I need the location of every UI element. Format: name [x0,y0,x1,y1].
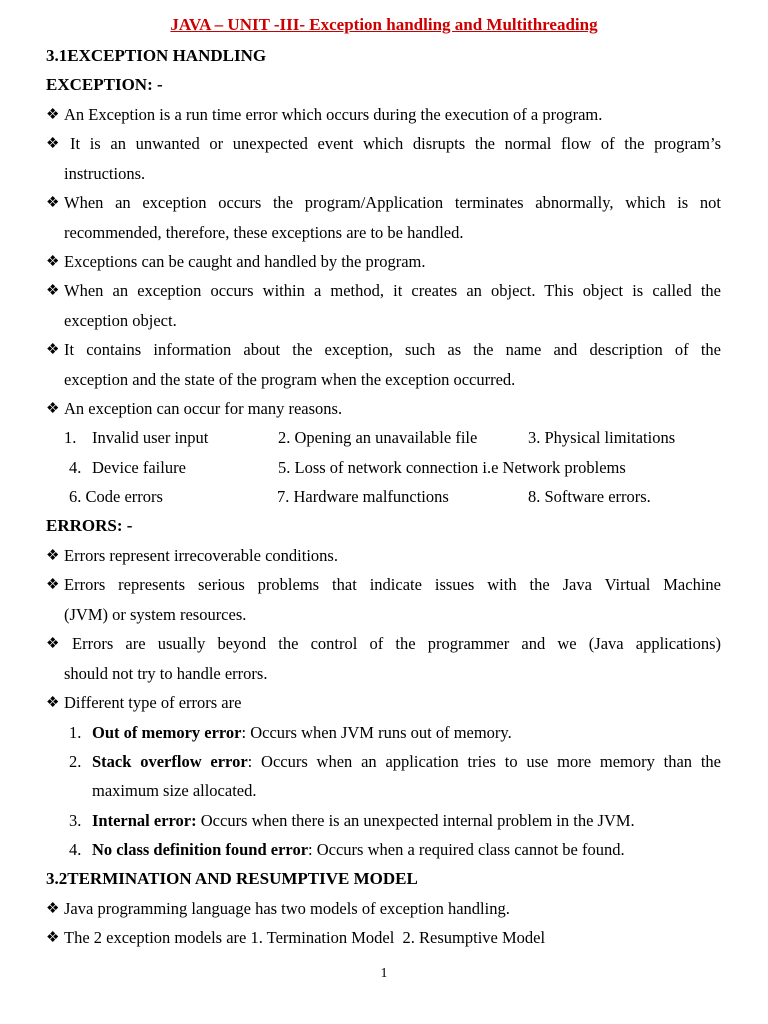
page-number: 1 [380,966,388,981]
list-item: 8. Software errors. [528,487,651,506]
list-item [92,722,721,744]
list-item: 2. Opening an unavailable file [278,428,478,447]
bullet-text: It is an unwanted or unexpected event which disrupts the normal flow of the program’s [70,134,721,153]
list-number: 1. [64,428,77,447]
list-number: 2. [69,752,82,771]
bullet-text: It contains information about the exception, such as the name and description of the [64,340,721,359]
list-item-continued: maximum size allocated. [92,781,257,800]
error-name: No class definition found error [92,840,309,859]
error-name: Out of memory error [92,723,242,742]
section-heading-termination-model: 3.2TERMINATION AND RESUMPTIVE MODEL [46,869,418,888]
bullet-icon: ❖ [46,195,60,211]
error-description: : Occurs when JVM runs out of memory. [241,723,512,742]
bullet-text: Java programming language has two models of exception handling. [64,899,510,918]
bullet-text: An Exception is a run time error which occurs during the execution of a program. [64,105,603,124]
bullet-text: When an exception occurs the program/Application terminates abnormally, which is not [64,193,721,212]
list-item: 7. Hardware malfunctions [277,487,449,506]
list-number: 1. [69,723,82,742]
bullet-text-continued: exception and the state of the program when the exception occurred. [64,370,516,389]
bullet-icon: ❖ [46,283,60,299]
list-item: 3. Physical limitations [528,428,676,447]
bullet-text: When an exception occurs within a method, it creates an object. This object is called the [64,281,721,300]
bullet-text-continued: recommended, therefore, these exceptions are to be handled. [64,223,464,242]
bullet-text: Errors represents serious problems that indicate issues with the Java Virtual Machine [64,575,721,594]
list-item: 5. Loss of network connection i.e Network problems [278,458,626,477]
errors-heading: ERRORS: - [46,516,133,535]
bullet-icon: ❖ [46,342,60,358]
list-item [92,810,721,832]
list-item: Device failure [92,458,186,477]
list-item: Invalid user input [92,428,209,447]
bullet-icon: ❖ [46,636,60,652]
list-number: 4. [69,840,82,859]
bullet-text-continued: (JVM) or system resources. [64,605,247,624]
bullet-text: Exceptions can be caught and handled by the program. [64,252,426,271]
bullet-icon: ❖ [46,107,60,123]
bullet-icon: ❖ [46,254,60,270]
bullet-icon: ❖ [46,901,60,917]
list-number: 3. [69,811,82,830]
list-item [92,839,721,861]
bullet-icon: ❖ [46,930,60,946]
bullet-text: An exception can occur for many reasons. [64,399,343,418]
bullet-text: Errors are usually beyond the control of the programmer and we (Java applications) [72,634,721,653]
bullet-icon: ❖ [46,136,60,152]
bullet-text-continued: should not try to handle errors. [64,664,268,683]
section-heading-exception-handling: 3.1EXCEPTION HANDLING [46,46,267,65]
error-description: : Occurs when an application tries to use more memory than the [247,752,722,771]
bullet-icon: ❖ [46,695,60,711]
bullet-icon: ❖ [46,577,60,593]
list-item: 6. Code errors [69,487,163,506]
list-item [92,751,721,773]
bullet-icon: ❖ [46,548,60,564]
document-title: JAVA – UNIT -III- Exception handling and Multithreading [170,15,598,34]
error-name: Stack overflow error [92,752,248,771]
bullet-text: Different type of errors are [64,693,242,712]
error-description: Occurs when there is an unexpected internal problem in the JVM. [196,811,635,830]
error-name: Internal error: [92,811,197,830]
bullet-icon: ❖ [46,401,60,417]
bullet-text-continued: exception object. [64,311,177,330]
bullet-text: Errors represent irrecoverable conditions. [64,546,338,565]
bullet-text: The 2 exception models are 1. Termination Model 2. Resumptive Model [64,928,546,947]
bullet-text-continued: instructions. [64,164,146,183]
list-number: 4. [69,458,82,477]
exception-heading: EXCEPTION: - [46,75,163,94]
error-description: : Occurs when a required class cannot be found. [308,840,625,859]
